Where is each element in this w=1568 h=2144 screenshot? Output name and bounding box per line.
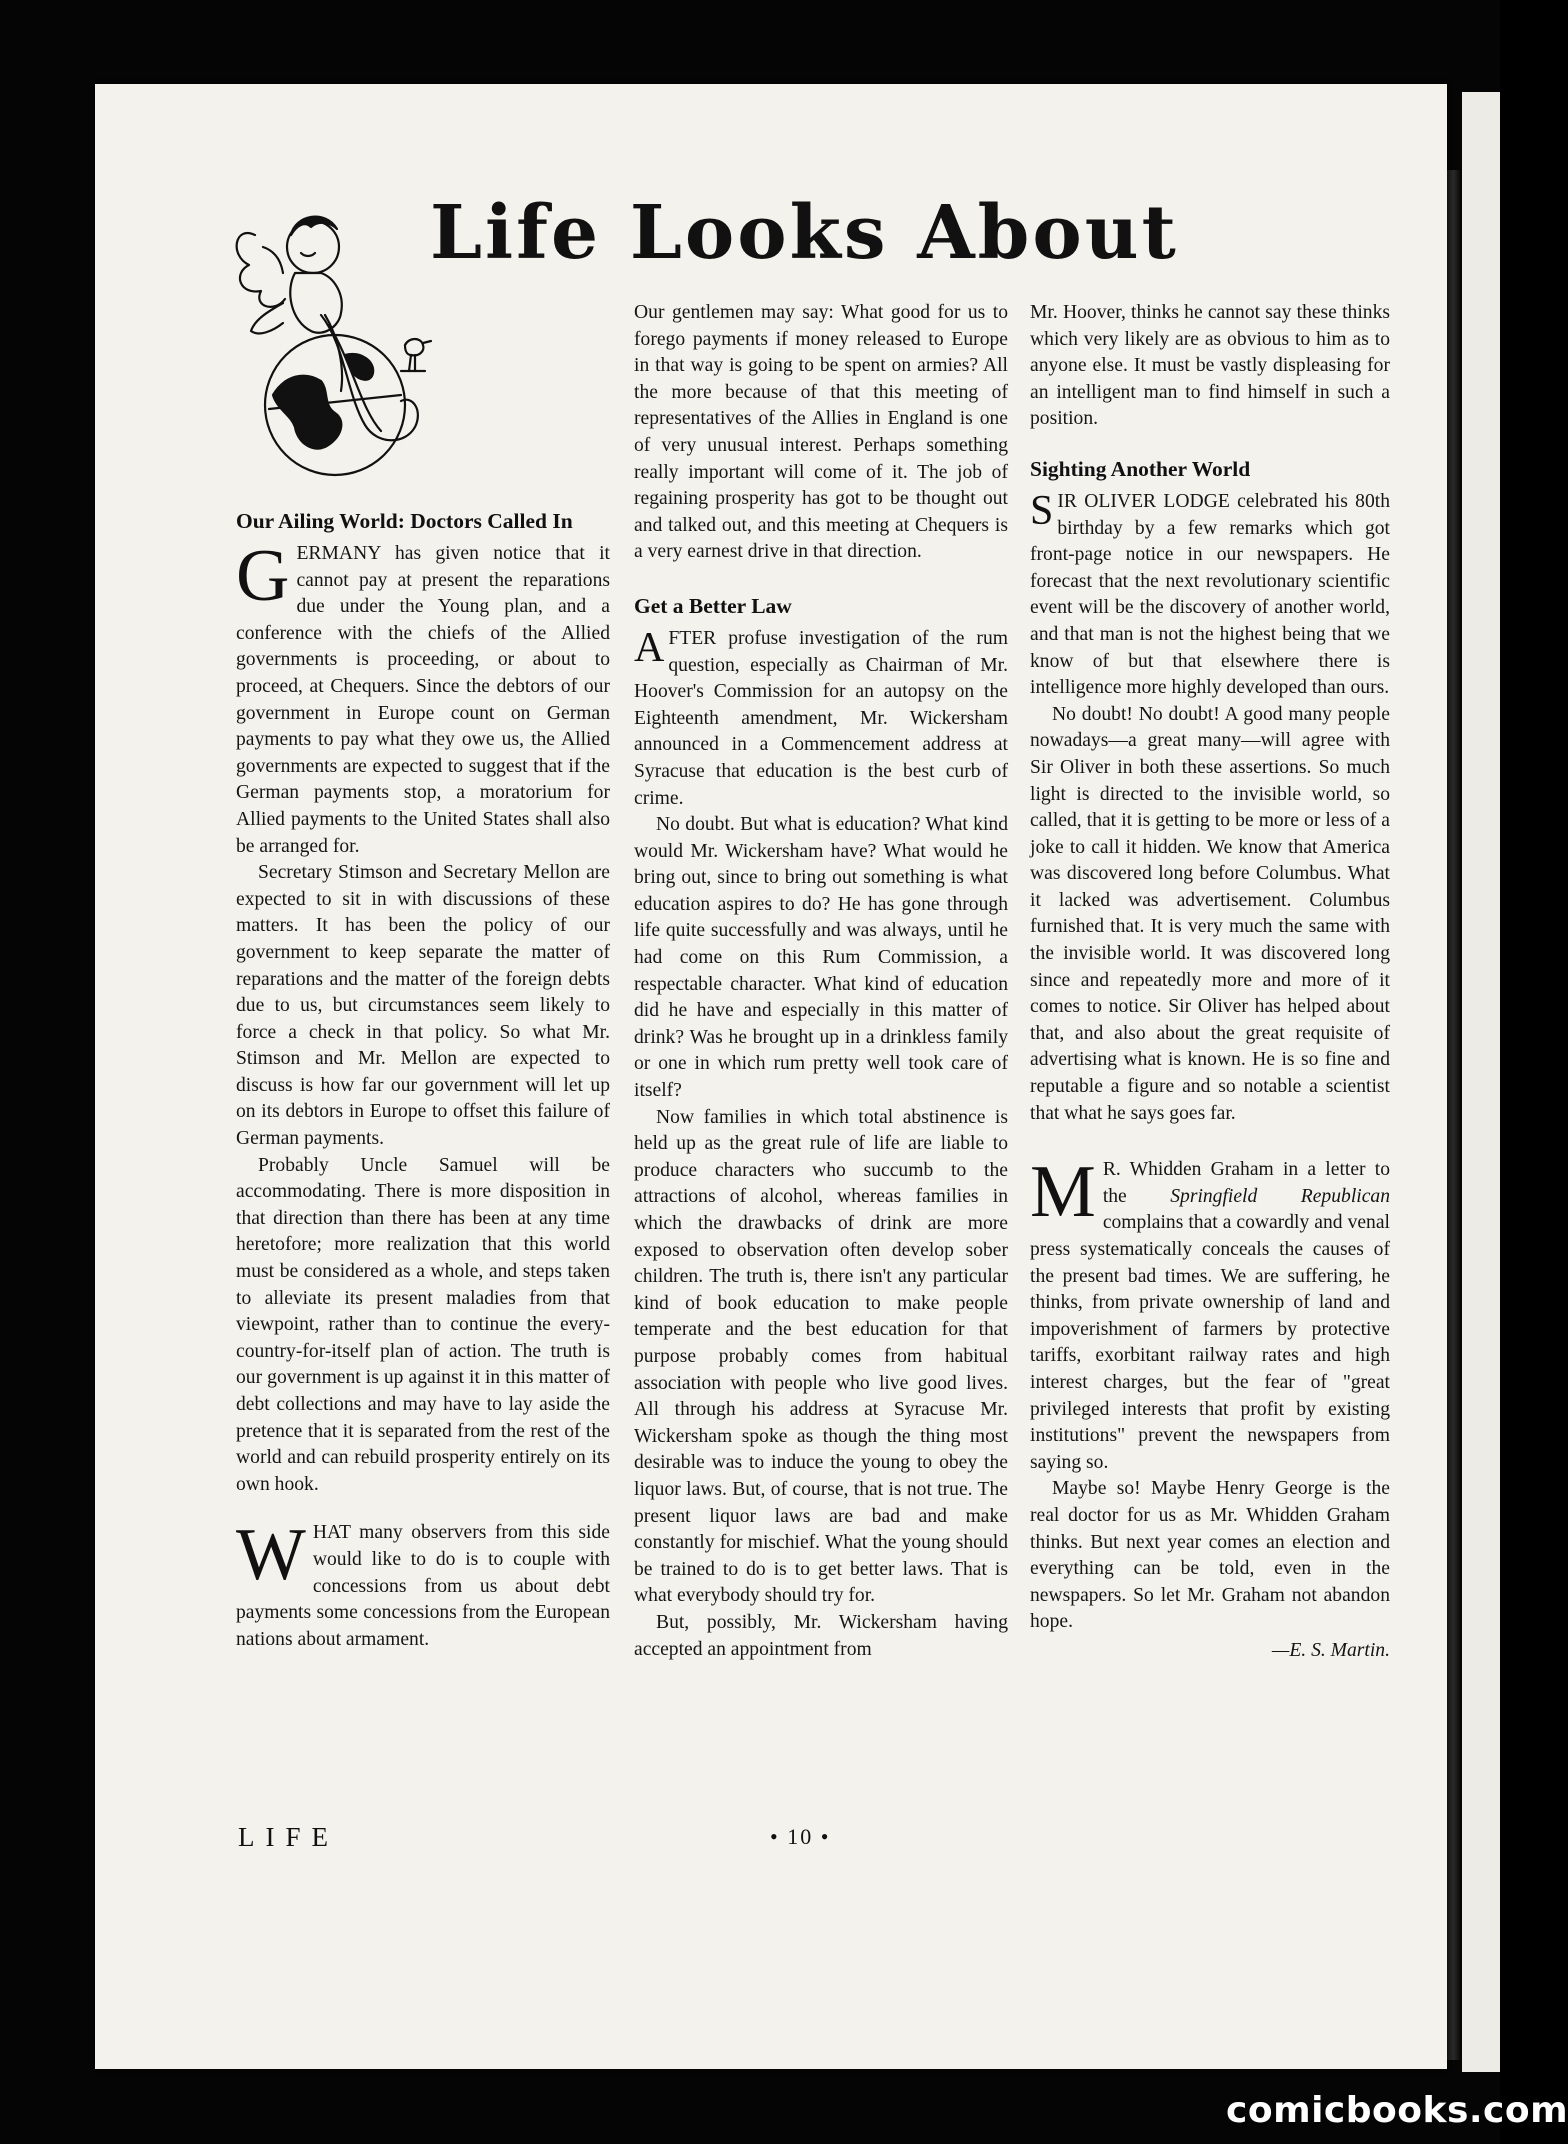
- paragraph: Probably Uncle Samuel will be accommodating. There is more disposition in that direction than there has been at any time heretofore; more realization that this world must be considered as a whole, and steps taken to alleviate its present maladies from that viewpoint, rather than to continue the every-country-for-itself plan of action. The truth is our government is up against it in this matter of debt collections and may have to lay aside the pretence that it is separated from the rest of the world and can rebuild prosperity entirely on its own hook.: [236, 1154, 610, 1495]
- paragraph: GERMANY has given notice that it cannot pay at present the reparations due under the Young plan, and a conference with the chiefs of the Allied governments is proceeding, or about to proceed, at Chequers. Since the debtors of our government in Europe count on German payments to pay what they owe us, the Allied governments are expected to suggest that if the German payments stop, a moratorium for Allied payments to the United States shall also be arranged for.: [236, 535, 610, 857]
- paragraph: No doubt. But what is education? What kind would Mr. Wickersham have? What would he bring out, since to bring out something is what education aspires to do? He has gone through life quite successfully and was always, until he had come on this Rum Commission, a respectable character. What kind of education did he have and especially in this matter of drink? Was he brought up in a drinkless family or one in which rum pretty well took care of itself?: [634, 814, 1008, 1102]
- paragraph: Maybe so! Maybe Henry George is the real doctor for us as Mr. Whidden Graham thinks. But next year comes an election and everything can be told, even in the newspapers. So let Mr. Graham not abandon hope.: [1030, 1478, 1390, 1633]
- paragraph: Now families in which total abstinence is held up as the great rule of life are liable to produce characters who succumb to the attractions of alcohol, whereas families in which the drawbacks of drink are more exposed to observation often develop sober children. The truth is, there isn't any particular kind of book education to make people temperate and the best education for that purpose probably comes from habitual association with people who live good lives. All through his address at Syracuse Mr. Wickersham spoke as though the thing most desirable was to induce the young to obey the liquor laws. But, of course, that is not true. The present liquor laws are bad and make constantly for mischief. What the young should be trained to do is to get better laws. That is what everybody should try for.: [634, 1106, 1008, 1607]
- article-column-1: [236, 505, 610, 1653]
- paragraph: WHAT many observers from this side would like to do is to couple with concessions from us about debt payments some concessions from the European nations about armament.: [236, 1514, 610, 1650]
- drop-cap: G: [236, 535, 290, 617]
- drop-cap: S: [1030, 487, 1054, 534]
- author-signature: —E. S. Martin.: [1271, 1639, 1390, 1661]
- article-column-2: [634, 300, 1008, 1663]
- paragraph: Our gentlemen may say: What good for us to forego payments if money released to Europe in that way is going to be spent on armies? All the more because of that this meeting of representatives of the Allies in England is one of very unusual interest. Perhaps something really important will come of it. The job of regaining prosperity has got to be thought out and talked out, and this meeting at Chequers is a very earnest drive in that direction.: [634, 302, 1008, 563]
- section-heading-another-world: Sighting Another World: [1030, 456, 1251, 481]
- drop-cap: W: [236, 1514, 306, 1597]
- paragraph: Mr. Hoover, thinks he cannot say these thinks which very likely are as obvious to him as to anyone else. It must be vastly displeasing for an intelligent man to find himself in such a position.: [1030, 302, 1390, 430]
- paragraph: Secretary Stimson and Secretary Mellon are expected to sit in with discussions of these matters. It has been the policy of our government to keep separate the matter of reparations and the matter of the foreign debts due to us, but circumstances seem likely to force a check in that policy. So what Mr. Stimson and Mr. Mellon are expected to discuss is how far our government will let up on its debtors in Europe to offset this failure of German payments.: [236, 862, 610, 1150]
- paragraph: SIR OLIVER LODGE celebrated his 80th birthday by a few remarks which got front-page notice in our newspapers. He forecast that the next revolutionary scientific event will be the discovery of another world, and that man is not the highest being that we know of but that elsewhere there is intelligence more highly developed than ours.: [1030, 487, 1390, 699]
- article-column-3: [1030, 300, 1390, 1665]
- drop-cap: M: [1030, 1151, 1096, 1234]
- paragraph: AFTER profuse investigation of the rum question, especially as Chairman of Mr. Hoover's Commission for an autopsy on the Eighteenth amendment, Mr. Wickersham announced in a Commencement address at Syracuse that education is the best curb of crime.: [634, 624, 1008, 809]
- publication-name: Springfield Republican: [1170, 1185, 1390, 1207]
- magazine-name-footer: LIFE: [238, 1822, 339, 1852]
- masthead-title: Life Looks About: [430, 190, 1179, 276]
- paragraph: M R. Whidden Graham in a letter to the Springfield Republican complains that a cowardly and venal press systematically conceals the causes of the present bad times. We are suffering, he thinks, from private ownership of land and impoverishment of farmers by protective tariffs, exorbitant railway rates and high interest charges, but the fear of "great privileged interests that profit by existing institutions" prevent the newspapers from saying so.: [1030, 1151, 1390, 1473]
- section-heading-ailing-world: Our Ailing World: Doctors Called In: [236, 509, 573, 533]
- page-number: • 10 •: [770, 1824, 831, 1849]
- watermark: comicbooks.com: [1226, 2090, 1568, 2131]
- paragraph: No doubt! No doubt! A good many people nowadays—a great many—will agree with Sir Oliver in both these assertions. So much light is directed to the invisible world, so called, that it is getting to be more or less of a joke to call it hidden. We know that America was discovered long before Columbus. What it lacked was advertisement. Columbus furnished that. It is very much the same with the invisible world. It was discovered long since and repeatedly more and more of it comes to notice. Sir Oliver has helped about that, and also about the great requisite of advertising what is known. He is so fine and reputable a figure and so notable a scientist that what he says goes far.: [1030, 703, 1390, 1124]
- cherub-globe-illustration: [225, 195, 455, 480]
- adjacent-page-edge: [1462, 92, 1500, 2072]
- section-heading-better-law: Get a Better Law: [634, 593, 792, 618]
- paragraph: But, possibly, Mr. Wickersham having accepted an appointment from: [634, 1611, 1008, 1660]
- drop-cap: A: [634, 624, 665, 671]
